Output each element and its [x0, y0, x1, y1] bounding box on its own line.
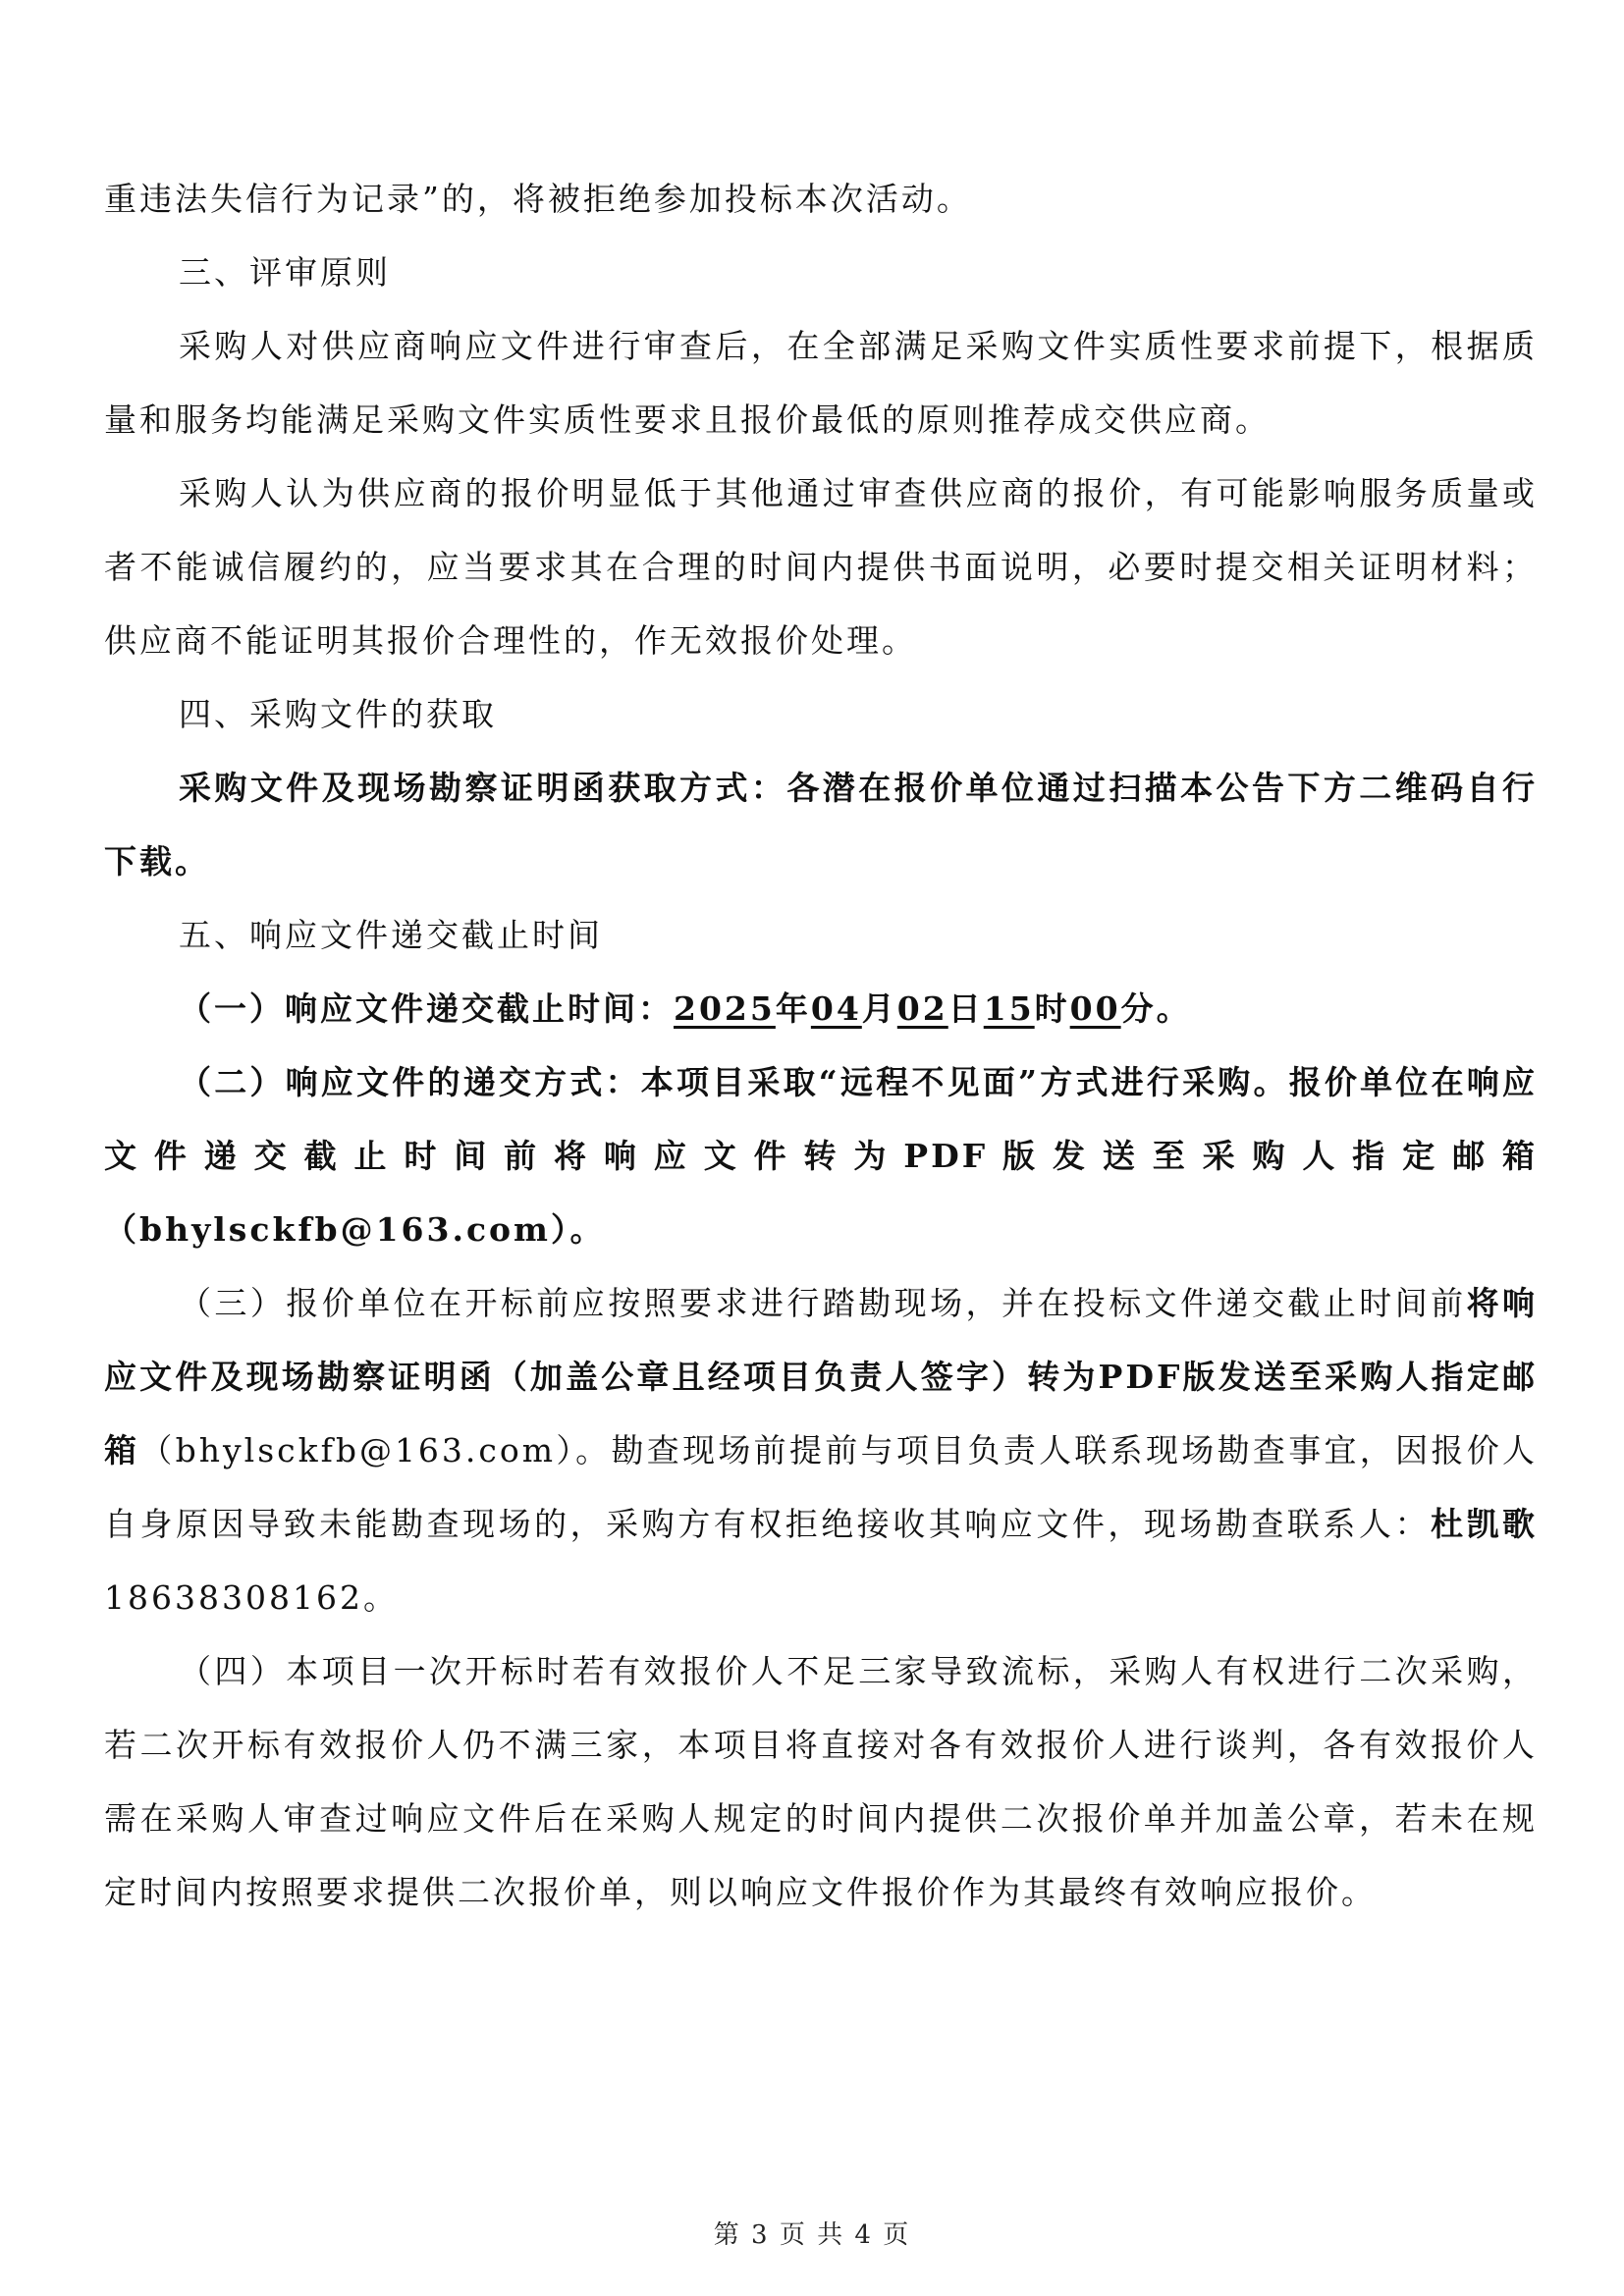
deadline-day: 02	[896, 989, 948, 1028]
site-survey-contact-name: 杜凯歌	[1430, 1505, 1539, 1543]
paragraph-review-principle: 采购人对供应商响应文件进行审查后，在全部满足采购文件实质性要求前提下，根据质量和服务均能满足采购文件实质性要求且报价最低的原则推荐成交供应商。	[104, 327, 1538, 439]
deadline-year: 2025	[674, 989, 776, 1028]
document-body	[104, 162, 1538, 1929]
paragraph-submission-method: （二）响应文件的递交方式：本项目采取“远程不见面”方式进行采购。报价单位在响应文件递交截止时间前将响应文件转为PDF版发送至采购人指定邮箱（bhylsckfb@163.com）。	[104, 1063, 1538, 1249]
site-survey-contact-phone: 18638308162。	[104, 1578, 399, 1617]
section-heading-5: 五、响应文件递交截止时间	[179, 916, 603, 954]
section-heading-4: 四、采购文件的获取	[179, 695, 497, 733]
site-survey-text-a: （三）报价单位在开标前应按照要求进行踏勘现场，并在投标文件递交截止时间前	[179, 1284, 1467, 1322]
section-heading-3: 三、评审原则	[179, 253, 391, 292]
deadline-minute-unit: 分。	[1120, 989, 1192, 1028]
site-survey-text-b: 将响应文件及现场勘察证明函（加盖公章且经项目负责人签字）转为PDF版发送至采购人指定邮箱	[104, 1284, 1539, 1469]
deadline-day-unit: 日	[947, 989, 984, 1028]
deadline-year-unit: 年	[775, 989, 811, 1028]
paragraph-deadline	[104, 972, 1538, 1045]
paragraph-document-acquisition: 采购文件及现场勘察证明函获取方式：各潜在报价单位通过扫描本公告下方二维码自行下载。	[104, 769, 1538, 881]
paragraph-continuation: 重违法失信行为记录”的，将被拒绝参加投标本次活动。	[104, 180, 972, 218]
deadline-prefix: （一）响应文件递交截止时间：	[179, 989, 674, 1028]
page-number-footer: 第 3 页 共 4 页	[713, 2220, 911, 2250]
paragraph-abnormal-quote: 采购人认为供应商的报价明显低于其他通过审查供应商的报价，有可能影响服务质量或者不能诚信履约的，应当要求其在合理的时间内提供书面说明，必要时提交相关证明材料；供应商不能证明其报价合理性的，作无效报价处理。	[104, 474, 1538, 660]
paragraph-second-procurement: （四）本项目一次开标时若有效报价人不足三家导致流标，采购人有权进行二次采购，若二次开标有效报价人仍不满三家，本项目将直接对各有效报价人进行谈判，各有效报价人需在采购人审查过响应文件后在采购人规定的时间内提供二次报价单并加盖公章，若未在规定时间内按照要求提供二次报价单，则以响应文件报价作为其最终有效响应报价。	[104, 1652, 1538, 1911]
site-survey-text-c: （bhylsckfb@163.com）。勘查现场前提前与项目负责人联系现场勘查事宜，因报价人自身原因导致未能勘查现场的，采购方有权拒绝接收其响应文件，现场勘查联系人：	[104, 1431, 1539, 1543]
paragraph-site-survey	[104, 1266, 1538, 1634]
deadline-hour: 15	[983, 989, 1035, 1028]
deadline-hour-unit: 时	[1034, 989, 1070, 1028]
deadline-month-unit: 月	[861, 989, 897, 1028]
deadline-month: 04	[810, 989, 862, 1028]
deadline-minute: 00	[1069, 989, 1121, 1028]
